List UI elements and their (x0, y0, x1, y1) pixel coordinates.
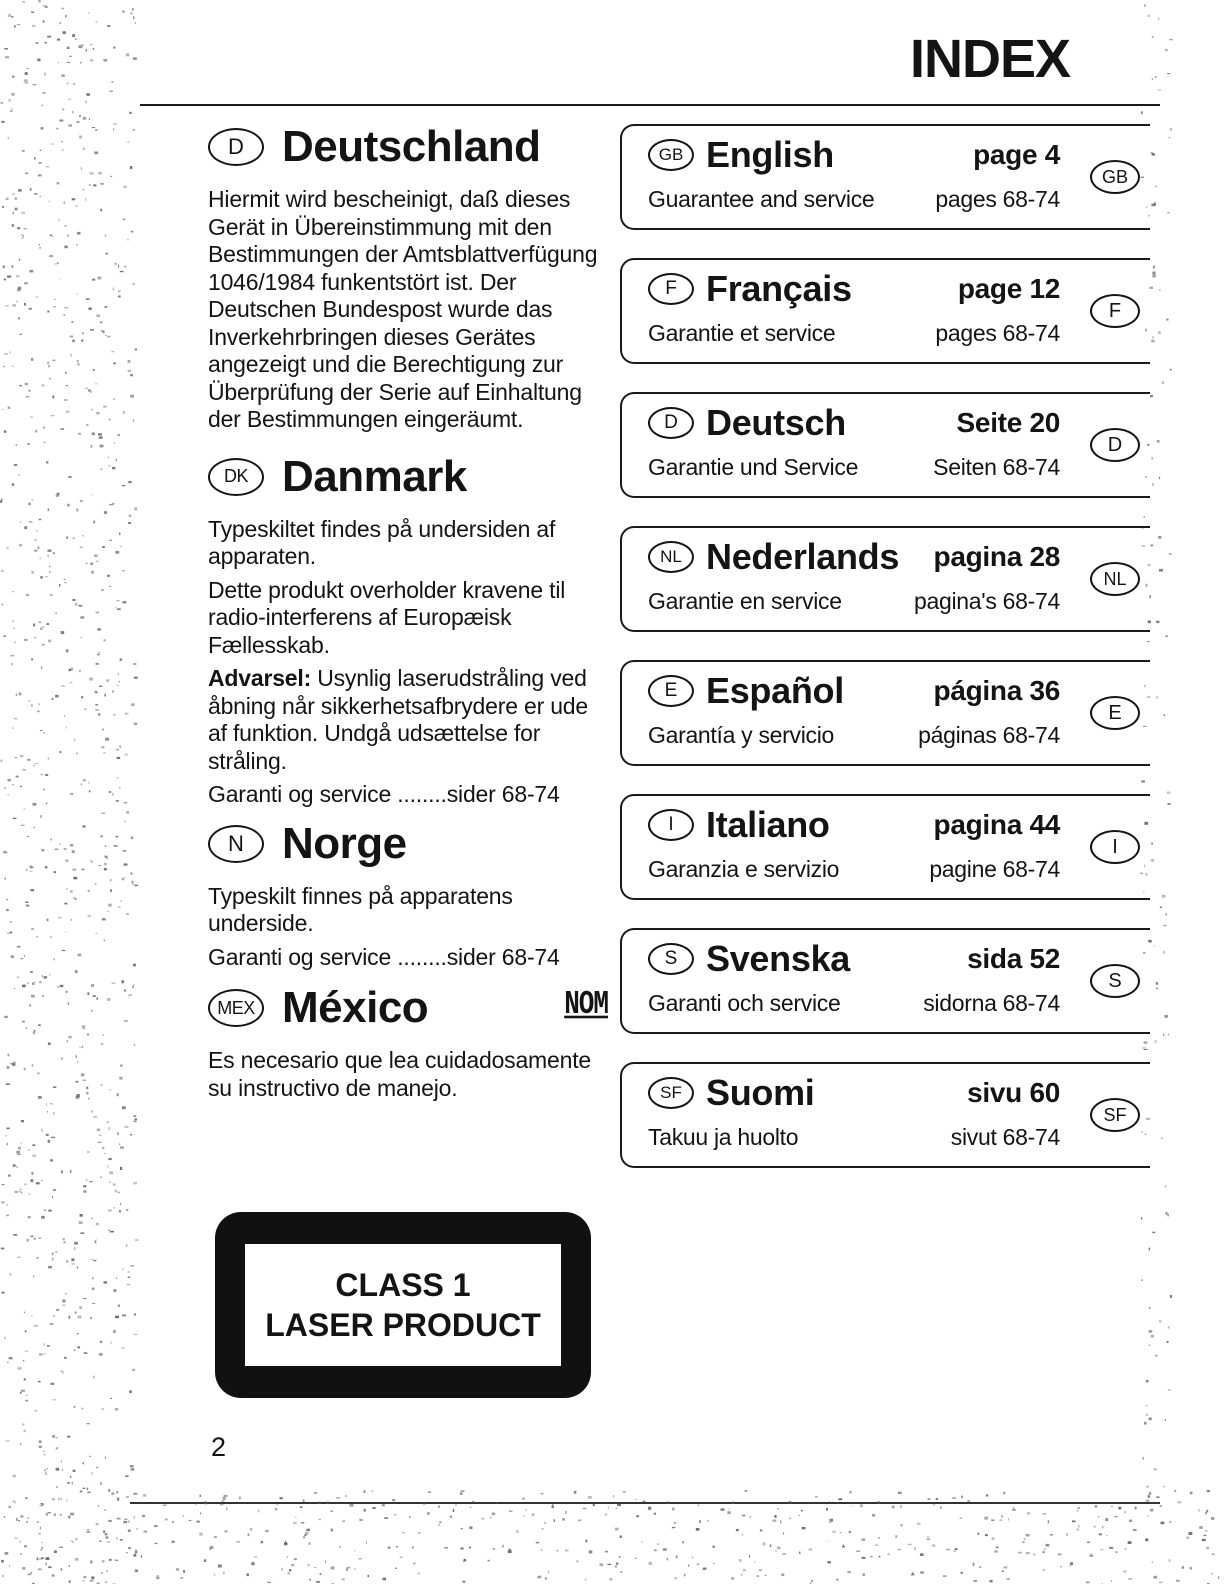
language-name: Deutsch (706, 402, 846, 443)
language-code-oval: I (648, 809, 694, 841)
warning-text: Usynlig laserudstråling ved åbning når sikkerhetsafbrydere er ude af funktion. Undgå udsættelse for stråling. (208, 665, 588, 774)
danmark-guarantee: Garanti og service ........sider 68-74 (208, 781, 560, 807)
language-code-oval: F (648, 273, 694, 305)
language-code-oval: GB (648, 139, 694, 171)
section-deutschland (208, 118, 608, 434)
service-pages: pagina's 68-74 (914, 588, 1060, 614)
language-code-oval: E (648, 675, 694, 707)
country-name-mexico: México (282, 983, 429, 1032)
country-heading (208, 815, 608, 873)
language-box-deutsch[interactable] (620, 392, 1150, 498)
language-box-svenska[interactable] (620, 928, 1150, 1034)
service-label: Garantie und Service (648, 454, 859, 480)
scan-noise-left (0, 0, 140, 1584)
language-page: Seite 20 (956, 407, 1060, 438)
language-box-espanol[interactable] (620, 660, 1150, 766)
language-tab-oval: SF (1090, 1098, 1140, 1132)
language-tab-oval: E (1090, 696, 1140, 730)
mexico-text (208, 1047, 608, 1102)
language-code-oval: NL (648, 541, 694, 573)
norge-text (208, 883, 608, 972)
language-page: pagina 28 (933, 541, 1060, 572)
laser-label-inner (245, 1244, 561, 1366)
language-tab-oval: I (1090, 830, 1140, 864)
scan-noise-right (1140, 0, 1224, 1500)
deutschland-text (208, 186, 608, 434)
language-box-italiano[interactable] (620, 794, 1150, 900)
norge-guarantee: Garanti og service ........sider 68-74 (208, 943, 560, 970)
country-notices (208, 118, 608, 1108)
service-pages: pages 68-74 (935, 186, 1060, 212)
language-name: Nederlands (706, 536, 900, 577)
language-name: Italiano (706, 804, 830, 845)
section-mexico (208, 979, 608, 1102)
mexico-paragraph: Es necesario que lea cuidadosamente su instructivo de manejo. (208, 1047, 591, 1101)
language-tab-oval: S (1090, 964, 1140, 998)
language-tab-oval: D (1090, 428, 1140, 462)
section-danmark (208, 448, 608, 809)
norge-paragraph: Typeskilt finnes på apparatens underside. (208, 882, 513, 936)
language-box-english[interactable] (620, 124, 1150, 230)
language-name: English (706, 134, 834, 175)
service-pages: Seiten 68-74 (933, 454, 1060, 480)
section-norge (208, 815, 608, 972)
language-box-nederlands[interactable] (620, 526, 1150, 632)
service-pages: pagine 68-74 (929, 856, 1060, 882)
page-title: INDEX (909, 29, 1070, 89)
language-name: Español (706, 670, 844, 711)
language-tab-oval: NL (1090, 562, 1140, 596)
language-tab-oval: F (1090, 294, 1140, 328)
language-page: pagina 44 (933, 809, 1060, 840)
service-label: Garanti och service (648, 990, 841, 1016)
service-label: Guarantee and service (648, 186, 875, 212)
language-page: page 4 (973, 139, 1060, 170)
language-code-oval: SF (648, 1077, 694, 1109)
nom-certification-mark: NOM (564, 984, 608, 1024)
language-name: Suomi (706, 1072, 815, 1113)
service-pages: sidorna 68-74 (923, 990, 1060, 1016)
warning-label: Advarsel: (208, 665, 312, 691)
country-name-danmark: Danmark (282, 451, 467, 501)
service-pages: páginas 68-74 (918, 722, 1060, 748)
laser-class-line: CLASS 1 (335, 1267, 471, 1303)
country-code-oval-mex: MEX (208, 989, 264, 1027)
country-heading (208, 448, 608, 506)
language-name: Svenska (706, 938, 851, 979)
service-label: Garantía y servicio (648, 722, 835, 748)
language-page: página 36 (933, 675, 1060, 706)
scan-noise-bottom (0, 1490, 1224, 1584)
deutschland-paragraph: Hiermit wird bescheinigt, daß dieses Gerät in Übereinstimmung mit den Bestimmungen der Amtsblattverfügung 1046/1984 funkentstört ist. Der Deutschen Bundespost wurde das Inverkehrbringen dieses Gerätes angezeigt und die Berechtigung zur Überprüfung der Serie auf Einhaltung der Bestimmungen eingeräumt. (208, 186, 598, 432)
service-pages: pages 68-74 (935, 320, 1060, 346)
page-number: 2 (211, 1432, 227, 1462)
language-code-oval: D (648, 407, 694, 439)
language-code-oval: S (648, 943, 694, 975)
header-rule (140, 104, 1160, 106)
country-code-oval-dk: DK (208, 458, 264, 496)
country-name-norge: Norge (282, 818, 407, 868)
language-name: Français (706, 268, 852, 309)
country-heading (208, 118, 608, 176)
language-page: page 12 (957, 273, 1060, 304)
language-box-suomi[interactable] (620, 1062, 1150, 1168)
language-page: sida 52 (967, 943, 1060, 974)
service-label: Garantie en service (648, 588, 842, 614)
danmark-warning (208, 665, 608, 775)
laser-class-label (215, 1212, 591, 1398)
service-label: Garanzia e servizio (648, 856, 840, 882)
service-label: Takuu ja huolto (648, 1124, 799, 1150)
language-box-francais[interactable] (620, 258, 1150, 364)
laser-product-line: LASER PRODUCT (265, 1307, 541, 1343)
country-code-oval-d: D (208, 128, 264, 166)
country-code-oval-n: N (208, 825, 264, 863)
service-label: Garantie et service (648, 320, 836, 346)
country-heading (208, 979, 608, 1037)
service-pages: sivut 68-74 (950, 1124, 1060, 1150)
language-page: sivu 60 (967, 1077, 1060, 1108)
danmark-paragraph-1: Typeskiltet findes på undersiden af apparaten. (208, 515, 556, 569)
danmark-paragraph-2: Dette produkt overholder kravene til radio-interferens af Europæisk Fællesskab. (208, 576, 566, 658)
country-name-deutschland: Deutschland (282, 122, 541, 171)
language-tab-oval: GB (1090, 160, 1140, 194)
danmark-text (208, 516, 608, 809)
